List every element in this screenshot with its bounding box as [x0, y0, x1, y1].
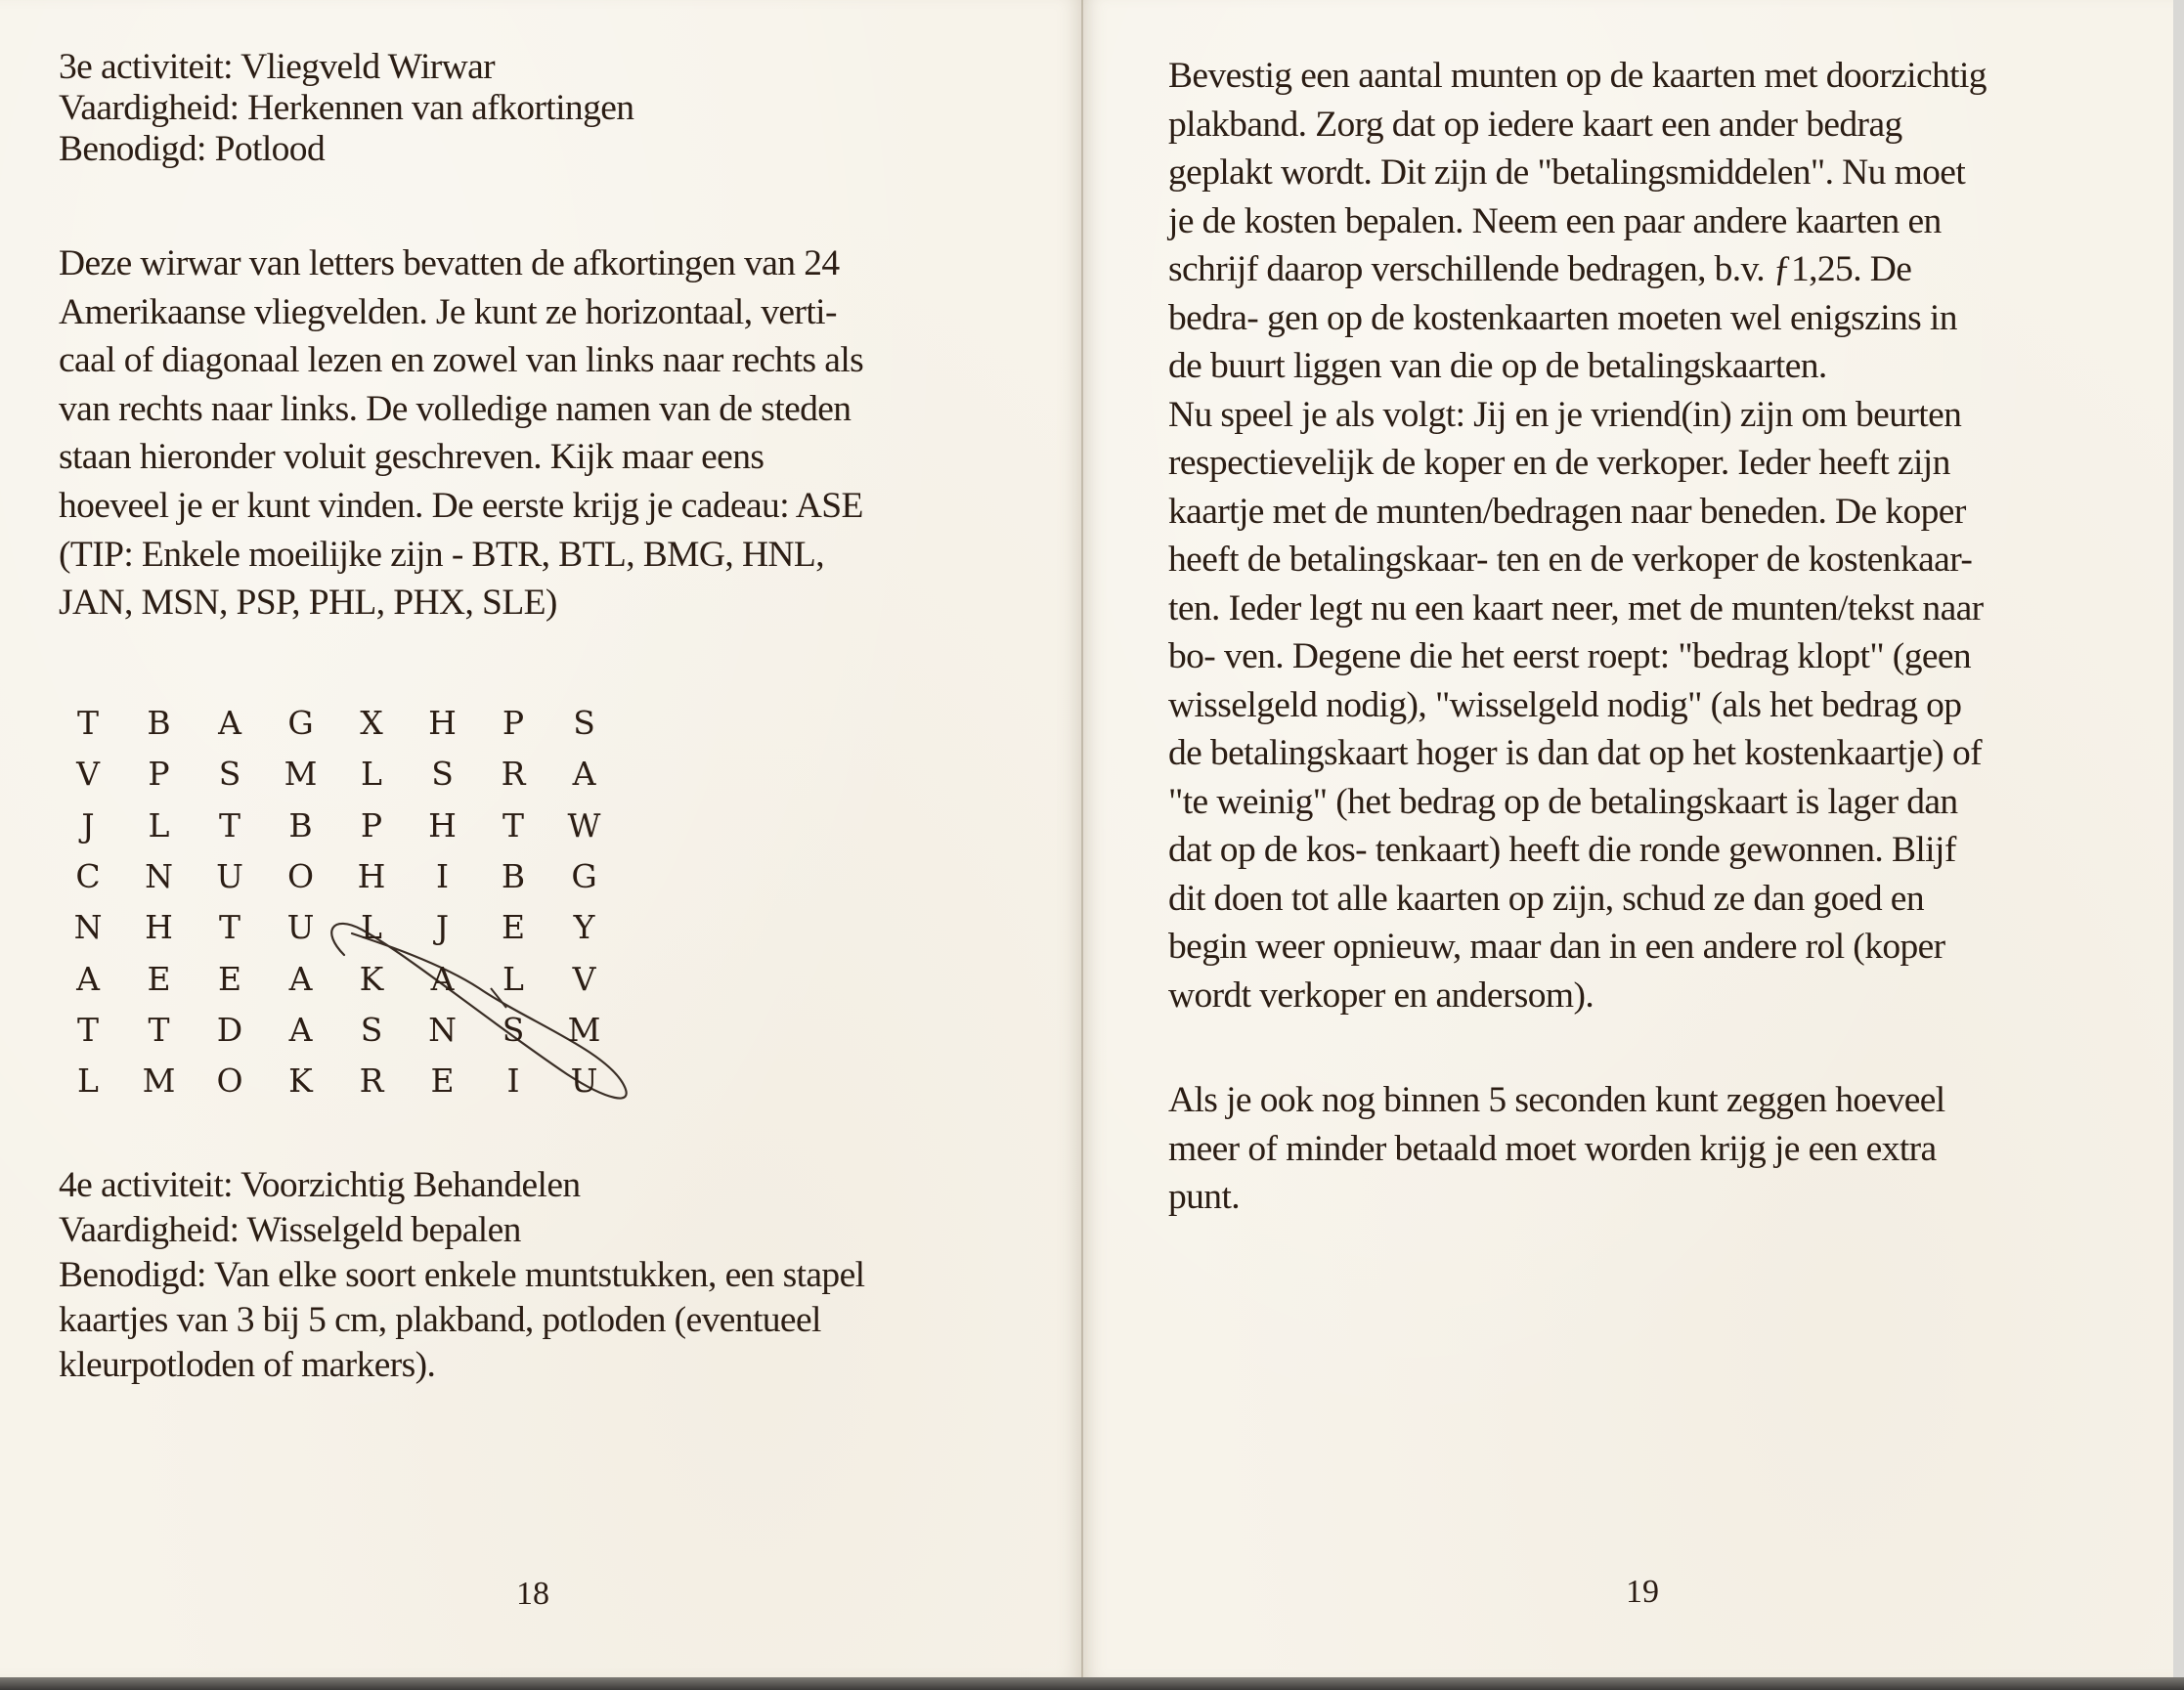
grid-letter: K	[359, 959, 384, 998]
paragraph-line: Bevestig een aantal munten op de kaarten met doorzichtig	[1168, 56, 1987, 96]
paragraph-line: Als je ook nog binnen 5 seconden kunt zeggen hoeveel	[1168, 1080, 1945, 1120]
grid-letter: A	[218, 704, 241, 742]
grid-letter: L	[361, 908, 382, 947]
left-page	[0, 0, 1083, 1677]
paragraph-line: schrijf daarop verschillende bedragen, b.v. ƒ1,25. De	[1168, 249, 1912, 289]
paragraph-line: respectievelijk de koper en de verkoper. Ieder heeft zijn	[1168, 443, 1950, 483]
grid-letter: U	[570, 1062, 598, 1101]
grid-letter: L	[148, 805, 170, 845]
grid-letter: S	[431, 755, 454, 794]
grid-letter: U	[216, 856, 243, 895]
activity4-needed-line: Benodigd: Van elke soort enkele muntstukken, een stapel	[59, 1255, 865, 1295]
paragraph-line: geplakt wordt. Dit zijn de "betalingsmiddelen". Nu moet	[1168, 152, 1966, 193]
intro-line: caal of diagonaal lezen en zowel van links naar rechts als	[59, 340, 864, 381]
grid-letter: E	[217, 959, 242, 998]
grid-letter: M	[284, 755, 318, 794]
right-page	[1083, 0, 2174, 1677]
paragraph-line: kaartje met de munten/bedragen naar beneden. De koper	[1168, 491, 1966, 532]
bonus-paragraph	[1168, 1076, 1945, 1222]
intro-line: van rechts naar links. De volledige namen van de steden	[59, 388, 852, 429]
paragraph-line: wordt verkoper en andersom).	[1168, 975, 1594, 1016]
grid-letter: L	[361, 755, 382, 794]
activity4-title: 4e activiteit: Voorzichtig Behandelen	[59, 1165, 581, 1205]
page-number-left: 18	[516, 1576, 549, 1612]
grid-letter: T	[502, 805, 524, 845]
grid-letter: M	[567, 1010, 601, 1049]
activity4-needed-line: kleurpotloden of markers).	[59, 1345, 436, 1385]
paragraph-line: begin weer opnieuw, maar dan in een andere rol (koper	[1168, 927, 1945, 967]
grid-letter: V	[572, 959, 596, 998]
grid-letter: A	[572, 755, 596, 794]
grid-letter: P	[502, 704, 525, 742]
activity3-intro	[59, 239, 863, 628]
grid-letter: P	[360, 805, 383, 845]
grid-letter: B	[147, 704, 171, 742]
grid-letter: E	[147, 959, 171, 998]
grid-letter: R	[359, 1062, 384, 1101]
grid-letter: I	[435, 856, 450, 895]
grid-letter: N	[73, 908, 103, 947]
intro-line: Amerikaanse vliegvelden. Je kunt ze horizontaal, verti-	[59, 291, 837, 332]
grid-letter: L	[77, 1062, 99, 1101]
grid-letter: B	[501, 856, 526, 895]
activity3-needed: Benodigd: Potlood	[59, 129, 326, 169]
intro-line: hoeveel je er kunt vinden. De eerste krijg je cadeau: ASE	[59, 485, 863, 526]
grid-letter: X	[360, 704, 383, 742]
book-bottom-edge	[0, 1677, 2184, 1690]
paragraph-line: de betalingskaart hoger is dan dat op het kostenkaartje) of	[1168, 733, 1983, 773]
grid-letter: E	[430, 1062, 455, 1101]
grid-letter: A	[430, 959, 455, 998]
grid-letter: N	[428, 1010, 457, 1049]
grid-letter: S	[218, 755, 241, 794]
grid-letter: U	[286, 908, 315, 947]
activity3-skill: Vaardigheid: Herkennen van afkortingen	[59, 88, 634, 128]
grid-letter: M	[142, 1062, 176, 1101]
paragraph-line: de buurt liggen van die op de betalingskaarten.	[1168, 346, 1827, 386]
grid-letter: S	[502, 1010, 525, 1049]
grid-letter: P	[148, 755, 170, 794]
paragraph-line: bedra- gen op de kostenkaarten moeten wel enigszins in	[1168, 297, 1957, 338]
grid-letter: H	[357, 856, 386, 895]
activity3-header	[59, 47, 633, 170]
intro-line: JAN, MSN, PSP, PHL, PHX, SLE)	[59, 583, 557, 624]
grid-letter: T	[76, 704, 99, 742]
page-edge-strip	[2173, 0, 2184, 1690]
grid-letter: L	[502, 959, 524, 998]
paragraph-line: wisselgeld nodig), "wisselgeld nodig" (als het bedrag op	[1168, 684, 1962, 725]
paragraph-line: heeft de betalingskaar- ten en de verkoper de kostenkaar-	[1168, 540, 1973, 580]
grid-letter: B	[288, 805, 313, 845]
paragraph-line: dit doen tot alle kaarten op zijn, schud ze dan goed en	[1168, 878, 1924, 919]
grid-letter: O	[286, 856, 315, 895]
grid-letter: I	[506, 1062, 520, 1101]
instructions-paragraph	[1168, 52, 1987, 1019]
grid-letter: D	[216, 1010, 243, 1049]
activity3-title: 3e activiteit: Vliegveld Wirwar	[59, 47, 496, 87]
activity4-skill: Vaardigheid: Wisselgeld bepalen	[59, 1210, 521, 1250]
grid-letter: H	[428, 704, 457, 742]
intro-line: Deze wirwar van letters bevatten de afkortingen van 24	[59, 243, 840, 283]
grid-letter: N	[145, 856, 173, 895]
paragraph-line: je de kosten bepalen. Neem een paar andere kaarten en	[1168, 200, 1942, 241]
paragraph-line: "te weinig" (het bedrag op de betalingskaart is lager dan	[1168, 781, 1958, 822]
grid-letter: J	[81, 805, 95, 845]
paragraph-line: bo- ven. Degene die het eerst roept: "bedrag klopt" (geen	[1168, 636, 1972, 676]
grid-letter: H	[428, 805, 457, 845]
paragraph-line: Nu speel je als volgt: Jij en je vriend(in) zijn om beurten	[1168, 394, 1962, 435]
grid-letter: S	[573, 704, 595, 742]
grid-letter: G	[571, 856, 597, 895]
intro-line: (TIP: Enkele moeilijke zijn - BTR, BTL, BMG, HNL,	[59, 534, 824, 575]
grid-letter: J	[435, 908, 450, 947]
grid-letter: W	[567, 805, 601, 845]
grid-letter: Y	[573, 908, 595, 947]
grid-letter: K	[288, 1062, 313, 1101]
grid-letter: T	[76, 1010, 99, 1049]
intro-line: staan hieronder voluit geschreven. Kijk maar eens	[59, 437, 764, 478]
grid-letter: S	[360, 1010, 383, 1049]
paragraph-line: ten. Ieder legt nu een kaart neer, met de munten/tekst naar	[1168, 587, 1984, 628]
grid-letter: A	[288, 959, 313, 998]
grid-letter: E	[501, 908, 526, 947]
paragraph-line: dat op de kos- tenkaart) heeft die ronde gewonnen. Blijf	[1168, 830, 1956, 870]
grid-letter: V	[76, 755, 100, 794]
paragraph-line: plakband. Zorg dat op iedere kaart een ander bedrag	[1168, 104, 1902, 145]
paragraph-line: punt.	[1168, 1177, 1241, 1217]
activity4-needed-line: kaartjes van 3 bij 5 cm, plakband, potloden (eventueel	[59, 1300, 821, 1340]
grid-letter: T	[148, 1010, 170, 1049]
paragraph-line: meer of minder betaald moet worden krijg je een extra	[1168, 1128, 1937, 1169]
grid-letter: A	[76, 959, 100, 998]
grid-letter: C	[75, 856, 101, 895]
grid-letter: H	[145, 908, 173, 947]
activity4-header	[59, 1163, 864, 1388]
grid-letter: T	[218, 908, 240, 947]
grid-letter: T	[218, 805, 240, 845]
grid-letter: G	[287, 704, 314, 742]
page-number-right: 19	[1626, 1574, 1659, 1610]
grid-letter: A	[288, 1010, 313, 1049]
grid-letter: O	[216, 1062, 243, 1101]
grid-letter: R	[501, 755, 526, 794]
